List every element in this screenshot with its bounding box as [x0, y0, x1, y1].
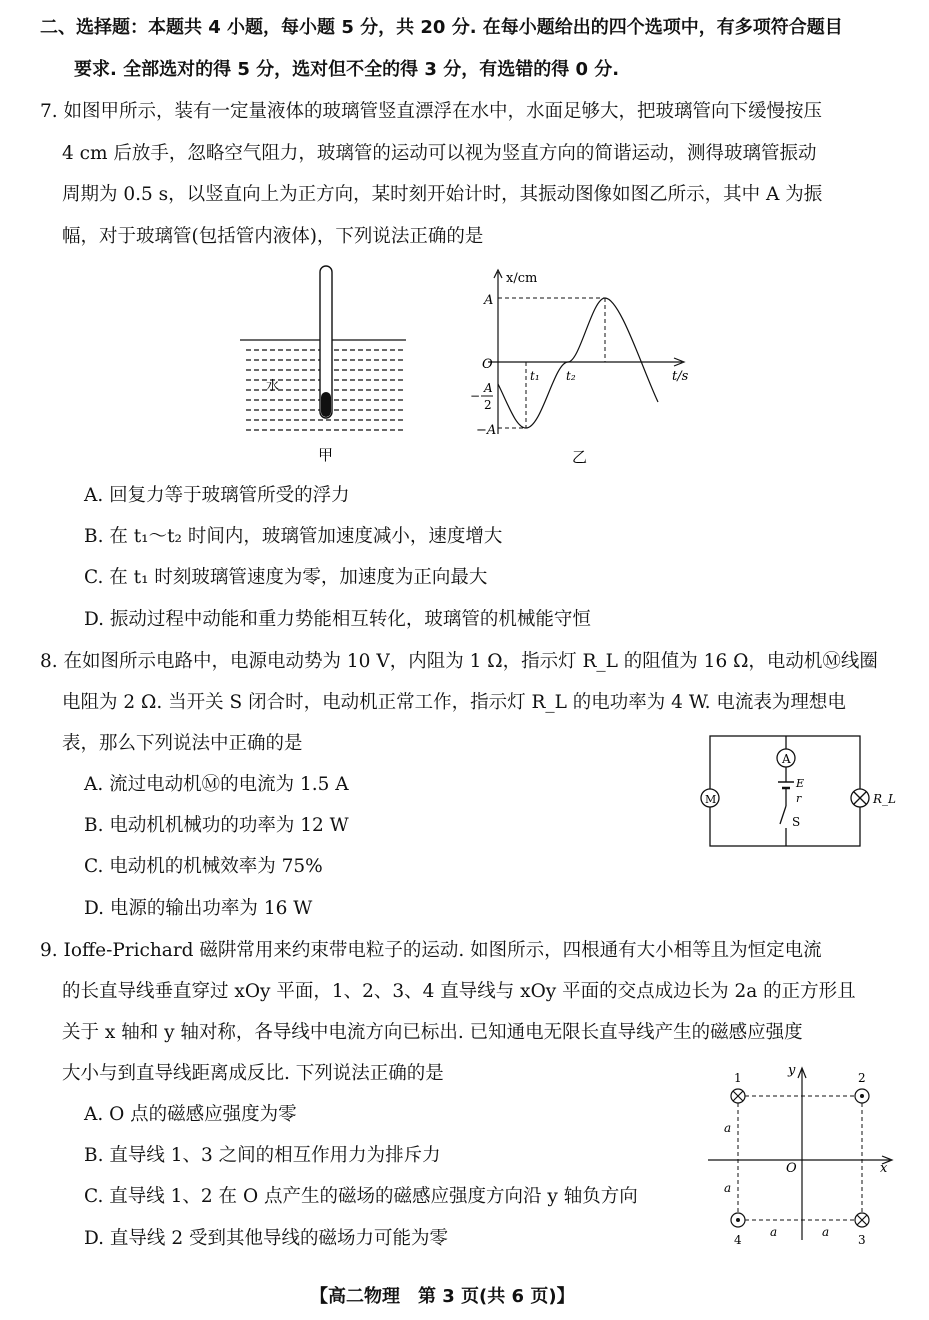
- q8-option-b: B. 电动机机械功的功率为 12 W: [84, 815, 349, 836]
- a-label-lower: a: [724, 1181, 732, 1195]
- q8-stem-line1: 8. 在如图所示电路中，电源电动势为 10 V，内阻为 1 Ω，指示灯 R_L 的阻值为 16 Ω，电动机Ⓜ线圈: [40, 651, 878, 672]
- fig-caption-yi: 乙: [572, 448, 588, 466]
- t1-label: t₁: [530, 369, 540, 383]
- q8-option-a: A. 流过电动机Ⓜ的电流为 1.5 A: [84, 774, 349, 795]
- a-label-upper: a: [724, 1121, 732, 1135]
- water-label: 水: [266, 379, 280, 394]
- fig-caption-jia: 甲: [318, 446, 334, 464]
- r-label: r: [796, 792, 802, 805]
- q7-stem-line4: 幅，对于玻璃管(包括管内液体)，下列说法正确的是: [62, 226, 484, 247]
- q7-option-d: D. 振动过程中动能和重力势能相互转化，玻璃管的机械能守恒: [84, 609, 591, 630]
- a-label-right: a: [822, 1225, 830, 1239]
- graph-origin: O: [482, 357, 493, 372]
- fig-y-label: y: [788, 1063, 796, 1078]
- fig-x-label: x: [880, 1161, 888, 1176]
- q8-option-d: D. 电源的输出功率为 16 W: [84, 898, 313, 919]
- tick-neg-A: −A: [476, 423, 497, 438]
- tick-A: A: [484, 293, 494, 308]
- q9-option-a: A. O 点的磁感应强度为零: [84, 1104, 297, 1125]
- switch-label: S: [792, 815, 801, 829]
- wire-1-label: 1: [734, 1071, 742, 1085]
- section-header-line1: 二、选择题：本题共 4 小题，每小题 5 分，共 20 分. 在每小题给出的四个选项中，有多项符合题目: [40, 17, 843, 38]
- tick-half-num: A: [484, 381, 493, 395]
- q9-option-d: D. 直导线 2 受到其他导线的磁场力可能为零: [84, 1228, 448, 1249]
- section-header-line2: 要求. 全部选对的得 5 分，选对但不全的得 3 分，有选错的得 0 分.: [74, 59, 620, 80]
- q7-stem-line3: 周期为 0.5 s，以竖直向上为正方向，某时刻开始计时，其振动图像如图乙所示，其中 A 为振: [62, 184, 823, 205]
- t2-label: t₂: [566, 369, 576, 383]
- q7-figure-graph: [460, 262, 700, 468]
- q7-stem-line2: 4 cm 后放手，忽略空气阻力，玻璃管的运动可以视为竖直方向的简谐运动，测得玻璃管振动: [62, 143, 817, 164]
- q9-option-b: B. 直导线 1、3 之间的相互作用力为排斥力: [84, 1145, 441, 1166]
- graph-y-label: x/cm: [506, 271, 538, 286]
- q7-figure-tube: [236, 258, 416, 468]
- motor-label: M: [705, 793, 717, 806]
- q9-stem-line1: 9. Ioffe-Prichard 磁阱常用来约束带电粒子的运动. 如图所示，四根通有大小相等且为恒定电流: [40, 940, 822, 961]
- q9-stem-line2: 的长直导线垂直穿过 xOy 平面，1、2、3、4 直导线与 xOy 平面的交点成边长为 2a 的正方形且: [62, 981, 856, 1002]
- q7-option-c: C. 在 t₁ 时刻玻璃管速度为零，加速度为正向最大: [84, 567, 488, 588]
- q9-option-c: C. 直导线 1、2 在 O 点产生的磁场的磁感应强度方向沿 y 轴负方向: [84, 1186, 638, 1207]
- ammeter-label: A: [782, 752, 791, 766]
- tick-half-den: 2: [484, 398, 492, 412]
- emf-label: E: [796, 777, 805, 790]
- tick-half-sign: −: [470, 389, 481, 403]
- page-footer: 【高二物理 第 3 页(共 6 页)】: [310, 1286, 575, 1307]
- lamp-label: R_L: [873, 792, 897, 806]
- q8-circuit-figure: [700, 730, 900, 854]
- q8-stem-line3: 表，那么下列说法中正确的是: [62, 733, 303, 754]
- q9-stem-line4: 大小与到直导线距离成反比. 下列说法正确的是: [62, 1063, 444, 1084]
- q8-option-c: C. 电动机的机械效率为 75%: [84, 856, 323, 877]
- fig-origin: O: [786, 1161, 797, 1176]
- graph-x-label: t/s: [672, 369, 689, 384]
- q9-wires-figure: [704, 1060, 900, 1250]
- q7-option-a: A. 回复力等于玻璃管所受的浮力: [84, 485, 350, 506]
- a-label-left: a: [770, 1225, 778, 1239]
- wire-3-label: 3: [858, 1233, 866, 1247]
- sine-curve: [498, 298, 658, 428]
- q8-stem-line2: 电阻为 2 Ω. 当开关 S 闭合时，电动机正常工作，指示灯 R_L 的电功率为 4 W. 电流表为理想电: [62, 692, 846, 713]
- q7-option-b: B. 在 t₁～t₂ 时间内，玻璃管加速度减小，速度增大: [84, 526, 503, 547]
- wire-2-label: 2: [858, 1071, 866, 1085]
- wire-4-label: 4: [734, 1233, 742, 1247]
- q9-stem-line3: 关于 x 轴和 y 轴对称，各导线中电流方向已标出. 已知通电无限长直导线产生的磁感应强度: [62, 1022, 803, 1043]
- q7-stem-line1: 7. 如图甲所示，装有一定量液体的玻璃管竖直漂浮在水中，水面足够大，把玻璃管向下缓慢按压: [40, 101, 823, 122]
